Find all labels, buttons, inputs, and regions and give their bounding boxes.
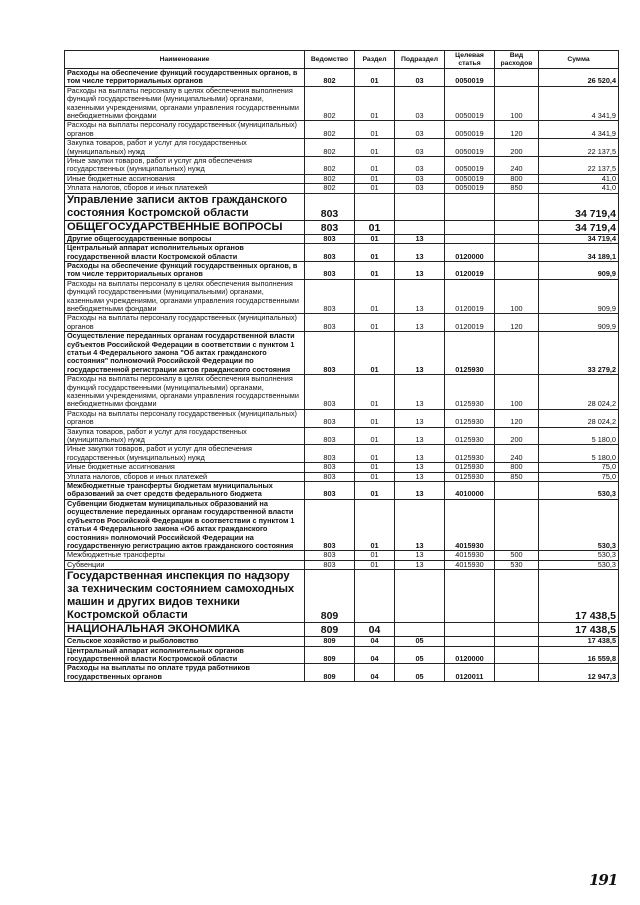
table-row	[65, 463, 619, 472]
cell-statya: 0050019	[445, 86, 495, 121]
table-row	[65, 174, 619, 183]
cell-statya: 0120000	[445, 646, 495, 664]
cell-vedomstvo: 802	[305, 174, 355, 183]
table-row	[65, 409, 619, 427]
cell-vid: 500	[495, 551, 539, 560]
cell-vid: 120	[495, 314, 539, 332]
cell-razdel: 01	[355, 157, 395, 175]
cell-statya	[445, 637, 495, 646]
cell-vedomstvo: 803	[305, 332, 355, 375]
cell-statya: 4010000	[445, 482, 495, 500]
cell-podrazdel: 13	[395, 375, 445, 410]
cell-summa: 26 520,4	[539, 69, 619, 87]
cell-vedomstvo: 803	[305, 234, 355, 243]
header-podrazdel: Подраздел	[395, 51, 445, 69]
cell-name: Закупка товаров, работ и услуг для государственных (муниципальных) нужд	[65, 139, 305, 157]
cell-vedomstvo: 803	[305, 427, 355, 445]
cell-vid	[495, 499, 539, 550]
cell-name: Межбюджетные трансферты бюджетам муниципальных образований за счет средств федерального бюджета	[65, 482, 305, 500]
header-vedomstvo: Ведомство	[305, 51, 355, 69]
cell-vid	[495, 261, 539, 279]
cell-name: Уплата налогов, сборов и иных платежей	[65, 472, 305, 481]
cell-vedomstvo: 809	[305, 623, 355, 637]
cell-vid: 100	[495, 375, 539, 410]
cell-podrazdel: 13	[395, 261, 445, 279]
cell-name: Иные закупки товаров, работ и услуг для обеспечения государственных (муниципальных) нужд	[65, 445, 305, 463]
cell-summa: 16 559,8	[539, 646, 619, 664]
cell-podrazdel: 03	[395, 121, 445, 139]
cell-podrazdel: 13	[395, 445, 445, 463]
cell-razdel: 01	[355, 560, 395, 569]
header-vid: Вид расходов	[495, 51, 539, 69]
cell-vid: 200	[495, 139, 539, 157]
cell-name: Закупка товаров, работ и услуг для государственных (муниципальных) нужд	[65, 427, 305, 445]
table-row	[65, 332, 619, 375]
cell-razdel: 01	[355, 332, 395, 375]
cell-vid: 800	[495, 463, 539, 472]
cell-summa: 34 719,4	[539, 234, 619, 243]
cell-name: Центральный аппарат исполнительных органов государственной власти Костромской области	[65, 646, 305, 664]
cell-statya: 0125930	[445, 375, 495, 410]
cell-razdel: 01	[355, 86, 395, 121]
cell-vid: 240	[495, 157, 539, 175]
cell-podrazdel: 13	[395, 409, 445, 427]
cell-podrazdel: 13	[395, 463, 445, 472]
cell-statya: 0120011	[445, 664, 495, 682]
cell-summa: 75,0	[539, 472, 619, 481]
cell-razdel: 01	[355, 445, 395, 463]
cell-podrazdel: 03	[395, 86, 445, 121]
table-row	[65, 139, 619, 157]
cell-statya	[445, 570, 495, 623]
cell-name: Осуществление переданных органам государственной власти субъектов Российской Федерации в соответствии с пунктом 1 статьи 4 Федерального закона "Об актах гражданского состояния" полномочий Российской Федерации по государственной регистрации актов гражданского состояния	[65, 332, 305, 375]
cell-summa: 4 341,9	[539, 121, 619, 139]
cell-name: Межбюджетные трансферты	[65, 551, 305, 560]
cell-name: Субвенции бюджетам муниципальных образований на осуществление переданных органам государственной власти субъектов Российской Федерации в соответствии с пунктом 1 статьи 4 Федерального закона «Об актах гражданского состояния» полномочий Российской Федерации на государственную регистрацию актов гражданского состояния	[65, 499, 305, 550]
cell-statya	[445, 234, 495, 243]
cell-vid	[495, 646, 539, 664]
cell-statya: 0125930	[445, 427, 495, 445]
cell-statya: 0050019	[445, 121, 495, 139]
cell-name: Государственная инспекция по надзору за техническим состоянием самоходных машин и других видов техники Костромской области	[65, 570, 305, 623]
cell-razdel: 04	[355, 646, 395, 664]
cell-podrazdel	[395, 623, 445, 637]
cell-vedomstvo: 803	[305, 409, 355, 427]
cell-podrazdel: 13	[395, 332, 445, 375]
cell-statya: 4015930	[445, 551, 495, 560]
cell-name: Уплата налогов, сборов и иных платежей	[65, 184, 305, 193]
budget-table	[64, 50, 619, 682]
cell-statya: 0050019	[445, 157, 495, 175]
cell-summa: 17 438,5	[539, 623, 619, 637]
cell-razdel: 01	[355, 184, 395, 193]
cell-name: Расходы на выплаты персоналу в целях обеспечения выполнения функций государственными (муниципальными) органами, казенными учреждениями, органами управления государственными внебюджетными фондами	[65, 86, 305, 121]
cell-vedomstvo: 803	[305, 463, 355, 472]
cell-razdel: 01	[355, 409, 395, 427]
cell-vid: 800	[495, 174, 539, 183]
cell-statya: 4015930	[445, 560, 495, 569]
cell-razdel: 01	[355, 279, 395, 314]
cell-vedomstvo: 802	[305, 139, 355, 157]
cell-podrazdel: 13	[395, 482, 445, 500]
cell-razdel: 04	[355, 637, 395, 646]
table-body	[65, 69, 619, 682]
cell-name: НАЦИОНАЛЬНАЯ ЭКОНОМИКА	[65, 623, 305, 637]
cell-name: Расходы на обеспечение функций государственных органов, в том числе территориальных органов	[65, 69, 305, 87]
cell-vid: 200	[495, 427, 539, 445]
cell-name: Расходы на выплаты персоналу государственных (муниципальных) органов	[65, 314, 305, 332]
cell-summa: 5 180,0	[539, 445, 619, 463]
cell-statya: 0125930	[445, 445, 495, 463]
cell-podrazdel: 03	[395, 174, 445, 183]
cell-statya: 0120019	[445, 279, 495, 314]
cell-podrazdel: 13	[395, 427, 445, 445]
cell-name: Сельское хозяйство и рыболовство	[65, 637, 305, 646]
cell-summa: 28 024,2	[539, 375, 619, 410]
header-razdel: Раздел	[355, 51, 395, 69]
header-statya: Целевая статья	[445, 51, 495, 69]
cell-vedomstvo: 802	[305, 184, 355, 193]
cell-statya: 0125930	[445, 463, 495, 472]
cell-razdel: 01	[355, 139, 395, 157]
cell-podrazdel	[395, 220, 445, 234]
cell-statya	[445, 623, 495, 637]
cell-vedomstvo: 803	[305, 261, 355, 279]
cell-summa: 909,9	[539, 279, 619, 314]
cell-podrazdel: 13	[395, 244, 445, 262]
cell-podrazdel: 03	[395, 69, 445, 87]
cell-razdel: 04	[355, 664, 395, 682]
cell-podrazdel: 03	[395, 157, 445, 175]
cell-summa: 34 719,4	[539, 193, 619, 220]
table-row	[65, 69, 619, 87]
table-row	[65, 261, 619, 279]
cell-vid: 120	[495, 121, 539, 139]
cell-vedomstvo: 803	[305, 551, 355, 560]
cell-podrazdel: 03	[395, 184, 445, 193]
cell-summa: 5 180,0	[539, 427, 619, 445]
cell-razdel: 01	[355, 244, 395, 262]
cell-statya: 0050019	[445, 69, 495, 87]
cell-name: Центральный аппарат исполнительных органов государственной власти Костромской области	[65, 244, 305, 262]
cell-summa: 4 341,9	[539, 86, 619, 121]
cell-vid	[495, 570, 539, 623]
cell-name: ОБЩЕГОСУДАРСТВЕННЫЕ ВОПРОСЫ	[65, 220, 305, 234]
cell-vid	[495, 193, 539, 220]
cell-podrazdel	[395, 193, 445, 220]
cell-summa: 41,0	[539, 174, 619, 183]
cell-razdel: 01	[355, 220, 395, 234]
cell-razdel: 01	[355, 463, 395, 472]
cell-summa: 41,0	[539, 184, 619, 193]
cell-summa: 530,3	[539, 499, 619, 550]
cell-statya: 0050019	[445, 174, 495, 183]
cell-vedomstvo: 809	[305, 664, 355, 682]
cell-vedomstvo: 803	[305, 482, 355, 500]
table-row	[65, 234, 619, 243]
cell-summa: 17 438,5	[539, 570, 619, 623]
table-row	[65, 637, 619, 646]
cell-vid	[495, 244, 539, 262]
cell-vedomstvo: 803	[305, 220, 355, 234]
cell-statya: 0120019	[445, 314, 495, 332]
table-row	[65, 121, 619, 139]
cell-summa: 22 137,5	[539, 139, 619, 157]
cell-name: Субвенции	[65, 560, 305, 569]
cell-vid: 530	[495, 560, 539, 569]
cell-vid: 240	[495, 445, 539, 463]
cell-summa: 34 189,1	[539, 244, 619, 262]
cell-vid	[495, 69, 539, 87]
cell-vedomstvo: 802	[305, 86, 355, 121]
cell-vid	[495, 482, 539, 500]
cell-vedomstvo: 803	[305, 193, 355, 220]
cell-razdel: 01	[355, 375, 395, 410]
table-row	[65, 551, 619, 560]
table-row	[65, 664, 619, 682]
cell-vedomstvo: 809	[305, 637, 355, 646]
table-row	[65, 86, 619, 121]
table-row	[65, 646, 619, 664]
cell-vid: 100	[495, 279, 539, 314]
table-row	[65, 472, 619, 481]
cell-summa: 33 279,2	[539, 332, 619, 375]
cell-vid: 850	[495, 472, 539, 481]
cell-razdel: 04	[355, 623, 395, 637]
cell-name: Расходы на выплаты персоналу государственных (муниципальных) органов	[65, 121, 305, 139]
cell-vedomstvo: 803	[305, 279, 355, 314]
cell-vid	[495, 637, 539, 646]
table-row	[65, 220, 619, 234]
cell-razdel: 01	[355, 472, 395, 481]
cell-vedomstvo: 809	[305, 646, 355, 664]
cell-name: Расходы на выплаты по оплате труда работников государственных органов	[65, 664, 305, 682]
table-row	[65, 193, 619, 220]
table-row	[65, 560, 619, 569]
cell-podrazdel: 13	[395, 551, 445, 560]
cell-summa: 34 719,4	[539, 220, 619, 234]
cell-vedomstvo: 802	[305, 69, 355, 87]
cell-vedomstvo: 803	[305, 499, 355, 550]
cell-vid: 120	[495, 409, 539, 427]
cell-name: Управление записи актов гражданского состояния Костромской области	[65, 193, 305, 220]
table-row	[65, 157, 619, 175]
page-number: 191	[589, 871, 618, 889]
cell-razdel	[355, 570, 395, 623]
cell-podrazdel: 13	[395, 472, 445, 481]
cell-summa: 22 137,5	[539, 157, 619, 175]
table-row	[65, 482, 619, 500]
table-row	[65, 570, 619, 623]
cell-razdel: 01	[355, 427, 395, 445]
table-row	[65, 184, 619, 193]
cell-statya	[445, 193, 495, 220]
table-row	[65, 279, 619, 314]
cell-summa: 17 438,5	[539, 637, 619, 646]
cell-razdel: 01	[355, 551, 395, 560]
cell-vedomstvo: 802	[305, 121, 355, 139]
table-row	[65, 623, 619, 637]
cell-podrazdel	[395, 570, 445, 623]
cell-vedomstvo: 803	[305, 375, 355, 410]
cell-podrazdel: 13	[395, 560, 445, 569]
table-header	[65, 51, 619, 69]
cell-vedomstvo: 803	[305, 314, 355, 332]
cell-name: Расходы на выплаты персоналу в целях обеспечения выполнения функций государственными (муниципальными) органами, казенными учреждениями, органами управления государственными внебюджетными фондами	[65, 279, 305, 314]
cell-vid: 850	[495, 184, 539, 193]
cell-summa: 530,3	[539, 551, 619, 560]
cell-statya: 0125930	[445, 409, 495, 427]
cell-razdel: 01	[355, 69, 395, 87]
cell-summa: 530,3	[539, 560, 619, 569]
cell-statya: 0125930	[445, 332, 495, 375]
table-row	[65, 445, 619, 463]
cell-podrazdel: 05	[395, 664, 445, 682]
cell-summa: 909,9	[539, 314, 619, 332]
cell-razdel: 01	[355, 499, 395, 550]
cell-statya: 0050019	[445, 139, 495, 157]
cell-vid: 100	[495, 86, 539, 121]
cell-statya: 0120000	[445, 244, 495, 262]
cell-podrazdel: 13	[395, 314, 445, 332]
table-row	[65, 375, 619, 410]
cell-vedomstvo: 802	[305, 157, 355, 175]
cell-statya: 4015930	[445, 499, 495, 550]
cell-name: Расходы на обеспечение функций государственных органов, в том числе территориальных органов	[65, 261, 305, 279]
cell-vid	[495, 664, 539, 682]
cell-podrazdel: 13	[395, 234, 445, 243]
table-row	[65, 427, 619, 445]
cell-name: Иные бюджетные ассигнования	[65, 174, 305, 183]
cell-summa: 530,3	[539, 482, 619, 500]
cell-podrazdel: 13	[395, 499, 445, 550]
header-row	[65, 51, 619, 69]
cell-podrazdel: 05	[395, 646, 445, 664]
cell-name: Иные закупки товаров, работ и услуг для обеспечения государственных (муниципальных) нужд	[65, 157, 305, 175]
cell-summa: 12 947,3	[539, 664, 619, 682]
cell-podrazdel: 03	[395, 139, 445, 157]
cell-name: Расходы на выплаты персоналу государственных (муниципальных) органов	[65, 409, 305, 427]
cell-vedomstvo: 803	[305, 560, 355, 569]
cell-podrazdel: 05	[395, 637, 445, 646]
cell-razdel: 01	[355, 121, 395, 139]
cell-statya: 0050019	[445, 184, 495, 193]
cell-vid	[495, 623, 539, 637]
cell-name: Иные бюджетные ассигнования	[65, 463, 305, 472]
header-summa: Сумма	[539, 51, 619, 69]
cell-razdel: 01	[355, 174, 395, 183]
cell-summa: 909,9	[539, 261, 619, 279]
cell-vedomstvo: 803	[305, 445, 355, 463]
cell-vedomstvo: 803	[305, 244, 355, 262]
cell-razdel: 01	[355, 234, 395, 243]
cell-vid	[495, 234, 539, 243]
cell-vid	[495, 220, 539, 234]
cell-vedomstvo: 803	[305, 472, 355, 481]
cell-statya: 0120019	[445, 261, 495, 279]
cell-statya	[445, 220, 495, 234]
cell-summa: 28 024,2	[539, 409, 619, 427]
table-row	[65, 314, 619, 332]
cell-name: Расходы на выплаты персоналу в целях обеспечения выполнения функций государственными (муниципальными) органами, казенными учреждениями, органами управления государственными внебюджетными фондами	[65, 375, 305, 410]
cell-razdel: 01	[355, 261, 395, 279]
cell-statya: 0125930	[445, 472, 495, 481]
cell-razdel: 01	[355, 314, 395, 332]
table-row	[65, 499, 619, 550]
cell-summa: 75,0	[539, 463, 619, 472]
cell-name: Другие общегосударственные вопросы	[65, 234, 305, 243]
cell-razdel	[355, 193, 395, 220]
cell-razdel: 01	[355, 482, 395, 500]
cell-vedomstvo: 809	[305, 570, 355, 623]
header-name: Наименование	[65, 51, 305, 69]
cell-podrazdel: 13	[395, 279, 445, 314]
table-row	[65, 244, 619, 262]
cell-vid	[495, 332, 539, 375]
